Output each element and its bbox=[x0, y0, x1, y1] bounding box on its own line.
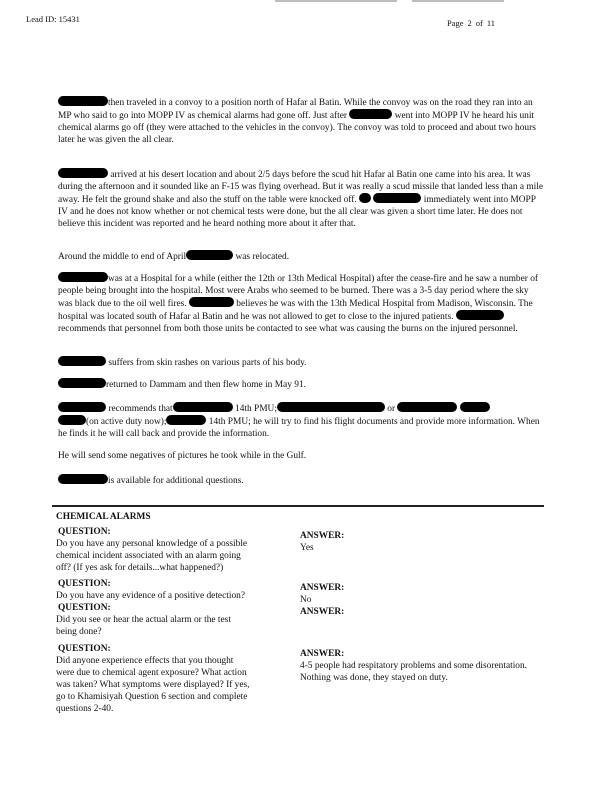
question-text: Did you see or hear the actual alarm or the test being done? bbox=[56, 615, 231, 637]
redaction bbox=[397, 402, 457, 412]
answer-text: 4-5 people had respitatory problems and some disorentation. Nothing was done, they stayed on duty. bbox=[300, 661, 528, 683]
lead-id: Lead ID: 15431 bbox=[26, 14, 80, 24]
paragraph-recommends bbox=[58, 402, 544, 440]
redaction bbox=[186, 250, 233, 260]
question-label: QUESTION: bbox=[58, 579, 111, 589]
question-label: QUESTION: bbox=[58, 527, 111, 537]
paragraph-negatives bbox=[58, 450, 544, 462]
page-label: Page bbox=[447, 18, 464, 28]
paragraph-hospital bbox=[58, 272, 544, 335]
redaction bbox=[58, 402, 106, 412]
redaction bbox=[373, 193, 421, 203]
answer-2 bbox=[300, 582, 530, 606]
text: He will send some negatives of pictures he took while in the Gulf. bbox=[58, 451, 307, 461]
scan-artifact-line bbox=[355, 0, 397, 2]
text: was at a Hospital for a while (either the 12th or 13th Medical Hospital) after the cease-fire and he saw a number of people being brought into the hospital. Most were Arabs who seemed to be burned. There was a 3-5 day period where the sky was black due to the oil well fires. bbox=[58, 274, 539, 309]
answer-3 bbox=[300, 606, 530, 618]
paragraph-returned bbox=[58, 378, 544, 391]
answer-4 bbox=[300, 648, 530, 684]
text: is available for additional questions. bbox=[108, 476, 244, 486]
question-text: Do you have any evidence of a positive detection? bbox=[56, 591, 245, 601]
redaction bbox=[349, 109, 392, 119]
text: arrived at his desert location and about 2/5 days before the scud hit Hafar al Batin one came into his area. It was during the afternoon and it sounded like an F-15 was flying overhead. But it was really a scud missile that landed less than a mile away. He felt the ground shake and also the stuff on the table were knocked off. bbox=[58, 170, 544, 205]
redaction bbox=[277, 402, 385, 412]
page-total: 11 bbox=[486, 18, 496, 28]
redaction bbox=[58, 415, 86, 425]
text: (on active duty now); bbox=[86, 417, 167, 427]
text: immediately went into MOPP IV and he does not know whether or not chemical tests were done, but the all clear was given a short time later. He does not believe this incident was reported and he heard nothing more about it after that. bbox=[58, 195, 536, 229]
text: believes he was with the 13th Medical Hospital from Madison, Wisconsin. The hospital was located south of Hafar al Batin and he was not allowed to get to close to the injured patients. bbox=[58, 299, 533, 322]
text: Around the middle to end of April bbox=[58, 252, 187, 262]
redaction bbox=[173, 402, 233, 412]
answer-1 bbox=[300, 530, 530, 554]
paragraph-scud bbox=[58, 168, 544, 230]
redaction bbox=[359, 193, 371, 203]
redaction bbox=[58, 474, 108, 484]
question-text: Did anyone experience effects that you thought were due to chemical agent exposure? What action was taken? What symptoms were displayed? If yes, go to Khamisiyah Question 6 section and complete questions 2-40. bbox=[56, 656, 250, 714]
answer-text: Yes bbox=[300, 543, 314, 553]
section-title: CHEMICAL ALARMS bbox=[56, 512, 151, 522]
question-text: Do you have any personal knowledge of a possible chemical incident associated with an alarm going off? (If yes ask for details...what happened?) bbox=[56, 539, 248, 573]
text: recommends that bbox=[108, 404, 173, 414]
scan-artifact-line bbox=[275, 0, 355, 2]
redaction bbox=[456, 310, 504, 320]
section-divider bbox=[52, 505, 544, 507]
scan-artifact-line bbox=[412, 0, 504, 2]
text: recommends that personnel from both those units be contacted to see what was causing the burns on the injured personnel. bbox=[58, 324, 518, 334]
redaction bbox=[189, 297, 234, 307]
answer-label: ANSWER: bbox=[300, 583, 345, 593]
redaction bbox=[58, 272, 108, 282]
question-3 bbox=[56, 602, 251, 638]
text: then traveled in a convoy to a position north of Hafar al Batin. While the convoy was on the road they ran into an MP who said to go into MOPP IV as chemical alarms had gone off. Just after bbox=[58, 98, 533, 121]
text: or bbox=[387, 404, 396, 414]
question-label: QUESTION: bbox=[58, 644, 111, 654]
redaction bbox=[58, 96, 108, 106]
question-1 bbox=[56, 526, 251, 574]
paragraph-convoy bbox=[58, 96, 544, 146]
text: went into MOPP IV he heard his unit chemical alarms go off (they were attached to the vehicles in the convoy). The convoy was told to proceed and about two hours later he was given the all clear. bbox=[58, 111, 536, 145]
question-2 bbox=[56, 578, 251, 602]
text: suffers from skin rashes on various parts of his body. bbox=[108, 358, 307, 368]
answer-text: No bbox=[300, 595, 312, 605]
paragraph-rashes bbox=[58, 356, 544, 369]
paragraph-available bbox=[58, 474, 544, 487]
redaction bbox=[58, 378, 106, 388]
paragraph-relocated bbox=[58, 250, 544, 263]
text: 14th PMU; bbox=[235, 404, 277, 414]
page-current: 2 bbox=[467, 18, 472, 28]
question-4 bbox=[56, 643, 251, 715]
page-number bbox=[447, 18, 499, 28]
answer-label: ANSWER: bbox=[300, 649, 345, 659]
question-label: QUESTION: bbox=[58, 603, 111, 613]
answer-label: ANSWER: bbox=[300, 607, 345, 617]
redaction bbox=[58, 356, 106, 366]
answer-label: ANSWER: bbox=[300, 531, 345, 541]
redaction bbox=[166, 415, 206, 425]
text: 14th PMU; he will try to find his flight documents and provide more information. When he finds it he will call back and provide the information. bbox=[58, 417, 540, 439]
redaction bbox=[58, 168, 108, 178]
page-of: of bbox=[475, 18, 483, 28]
text: returned to Dammam and then flew home in May 91. bbox=[106, 380, 306, 390]
redaction bbox=[460, 402, 490, 412]
text: was relocated. bbox=[235, 252, 290, 262]
